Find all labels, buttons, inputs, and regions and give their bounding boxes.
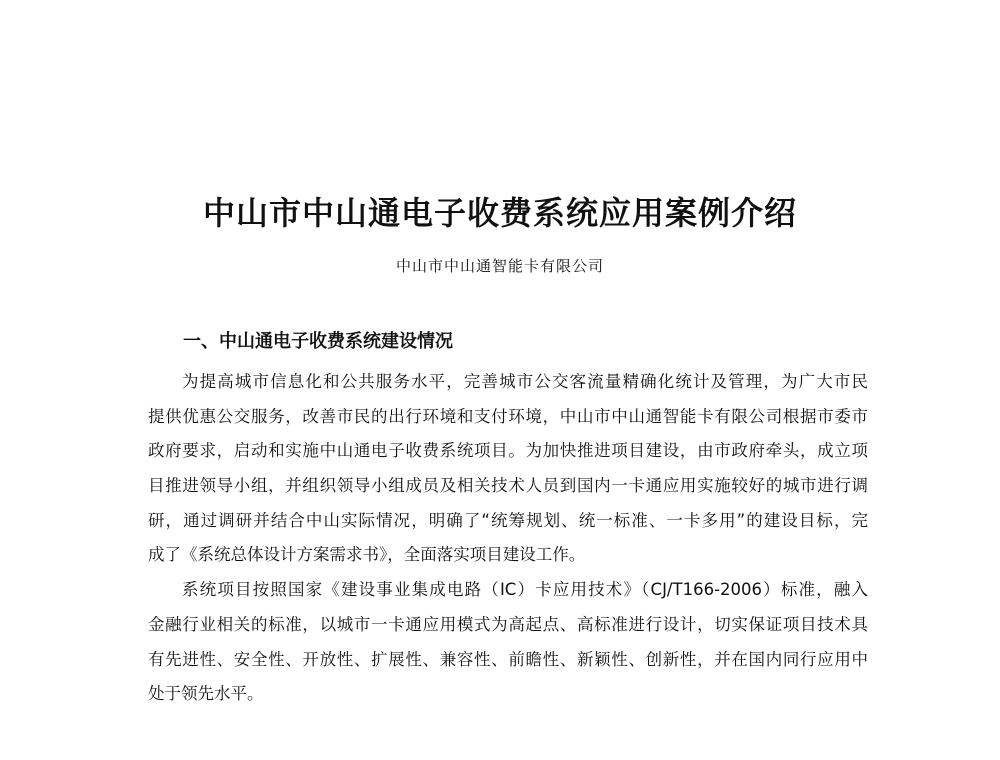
text-line: 研，通过调研并结合中山实际情况，明确了“统筹规划、统一标准、一卡多用”的建设目标，完: [148, 510, 868, 530]
company-name: 中山市中山通智能卡有限公司: [395, 257, 604, 275]
text-line: 处于领先水平。: [148, 684, 264, 704]
text-line: 政府要求，启动和实施中山通电子收费系统项目。为加快推进项目建设，由市政府牵头，成立项: [148, 441, 868, 461]
text-line: 成了《系统总体设计方案需求书》，全面落实项目建设工作。: [148, 545, 586, 565]
document-title: 中山市中山通电子收费系统应用案例介绍: [202, 194, 797, 232]
paragraph-1: [148, 369, 868, 577]
text-line: 目推进领导小组，并组织领导小组成员及相关技术人员到国内一卡通应用实施较好的城市进行调: [148, 476, 868, 496]
document-body: [148, 369, 868, 716]
text-line: 有先进性、安全性、开放性、扩展性、兼容性、前瞻性、新颖性、创新性，并在国内同行应用中: [148, 649, 868, 669]
text-line: 为提高城市信息化和公共服务水平，完善城市公交客流量精确化统计及管理，为广大市民: [182, 372, 868, 391]
text-line: 系统项目按照国家《建设事业集成电路（IC）卡应用技术》（CJ/T166-2006）标准，融入: [182, 580, 868, 600]
text-line: 金融行业相关的标准，以城市一卡通应用模式为高起点、高标准进行设计，切实保证项目技术具: [148, 614, 868, 634]
paragraph-2: [148, 577, 868, 716]
text-line: 提供优惠公交服务，改善市民的出行环境和支付环境，中山市中山通智能卡有限公司根据市委市: [148, 406, 868, 426]
section-heading: 一、中山通电子收费系统建设情况: [183, 331, 453, 352]
